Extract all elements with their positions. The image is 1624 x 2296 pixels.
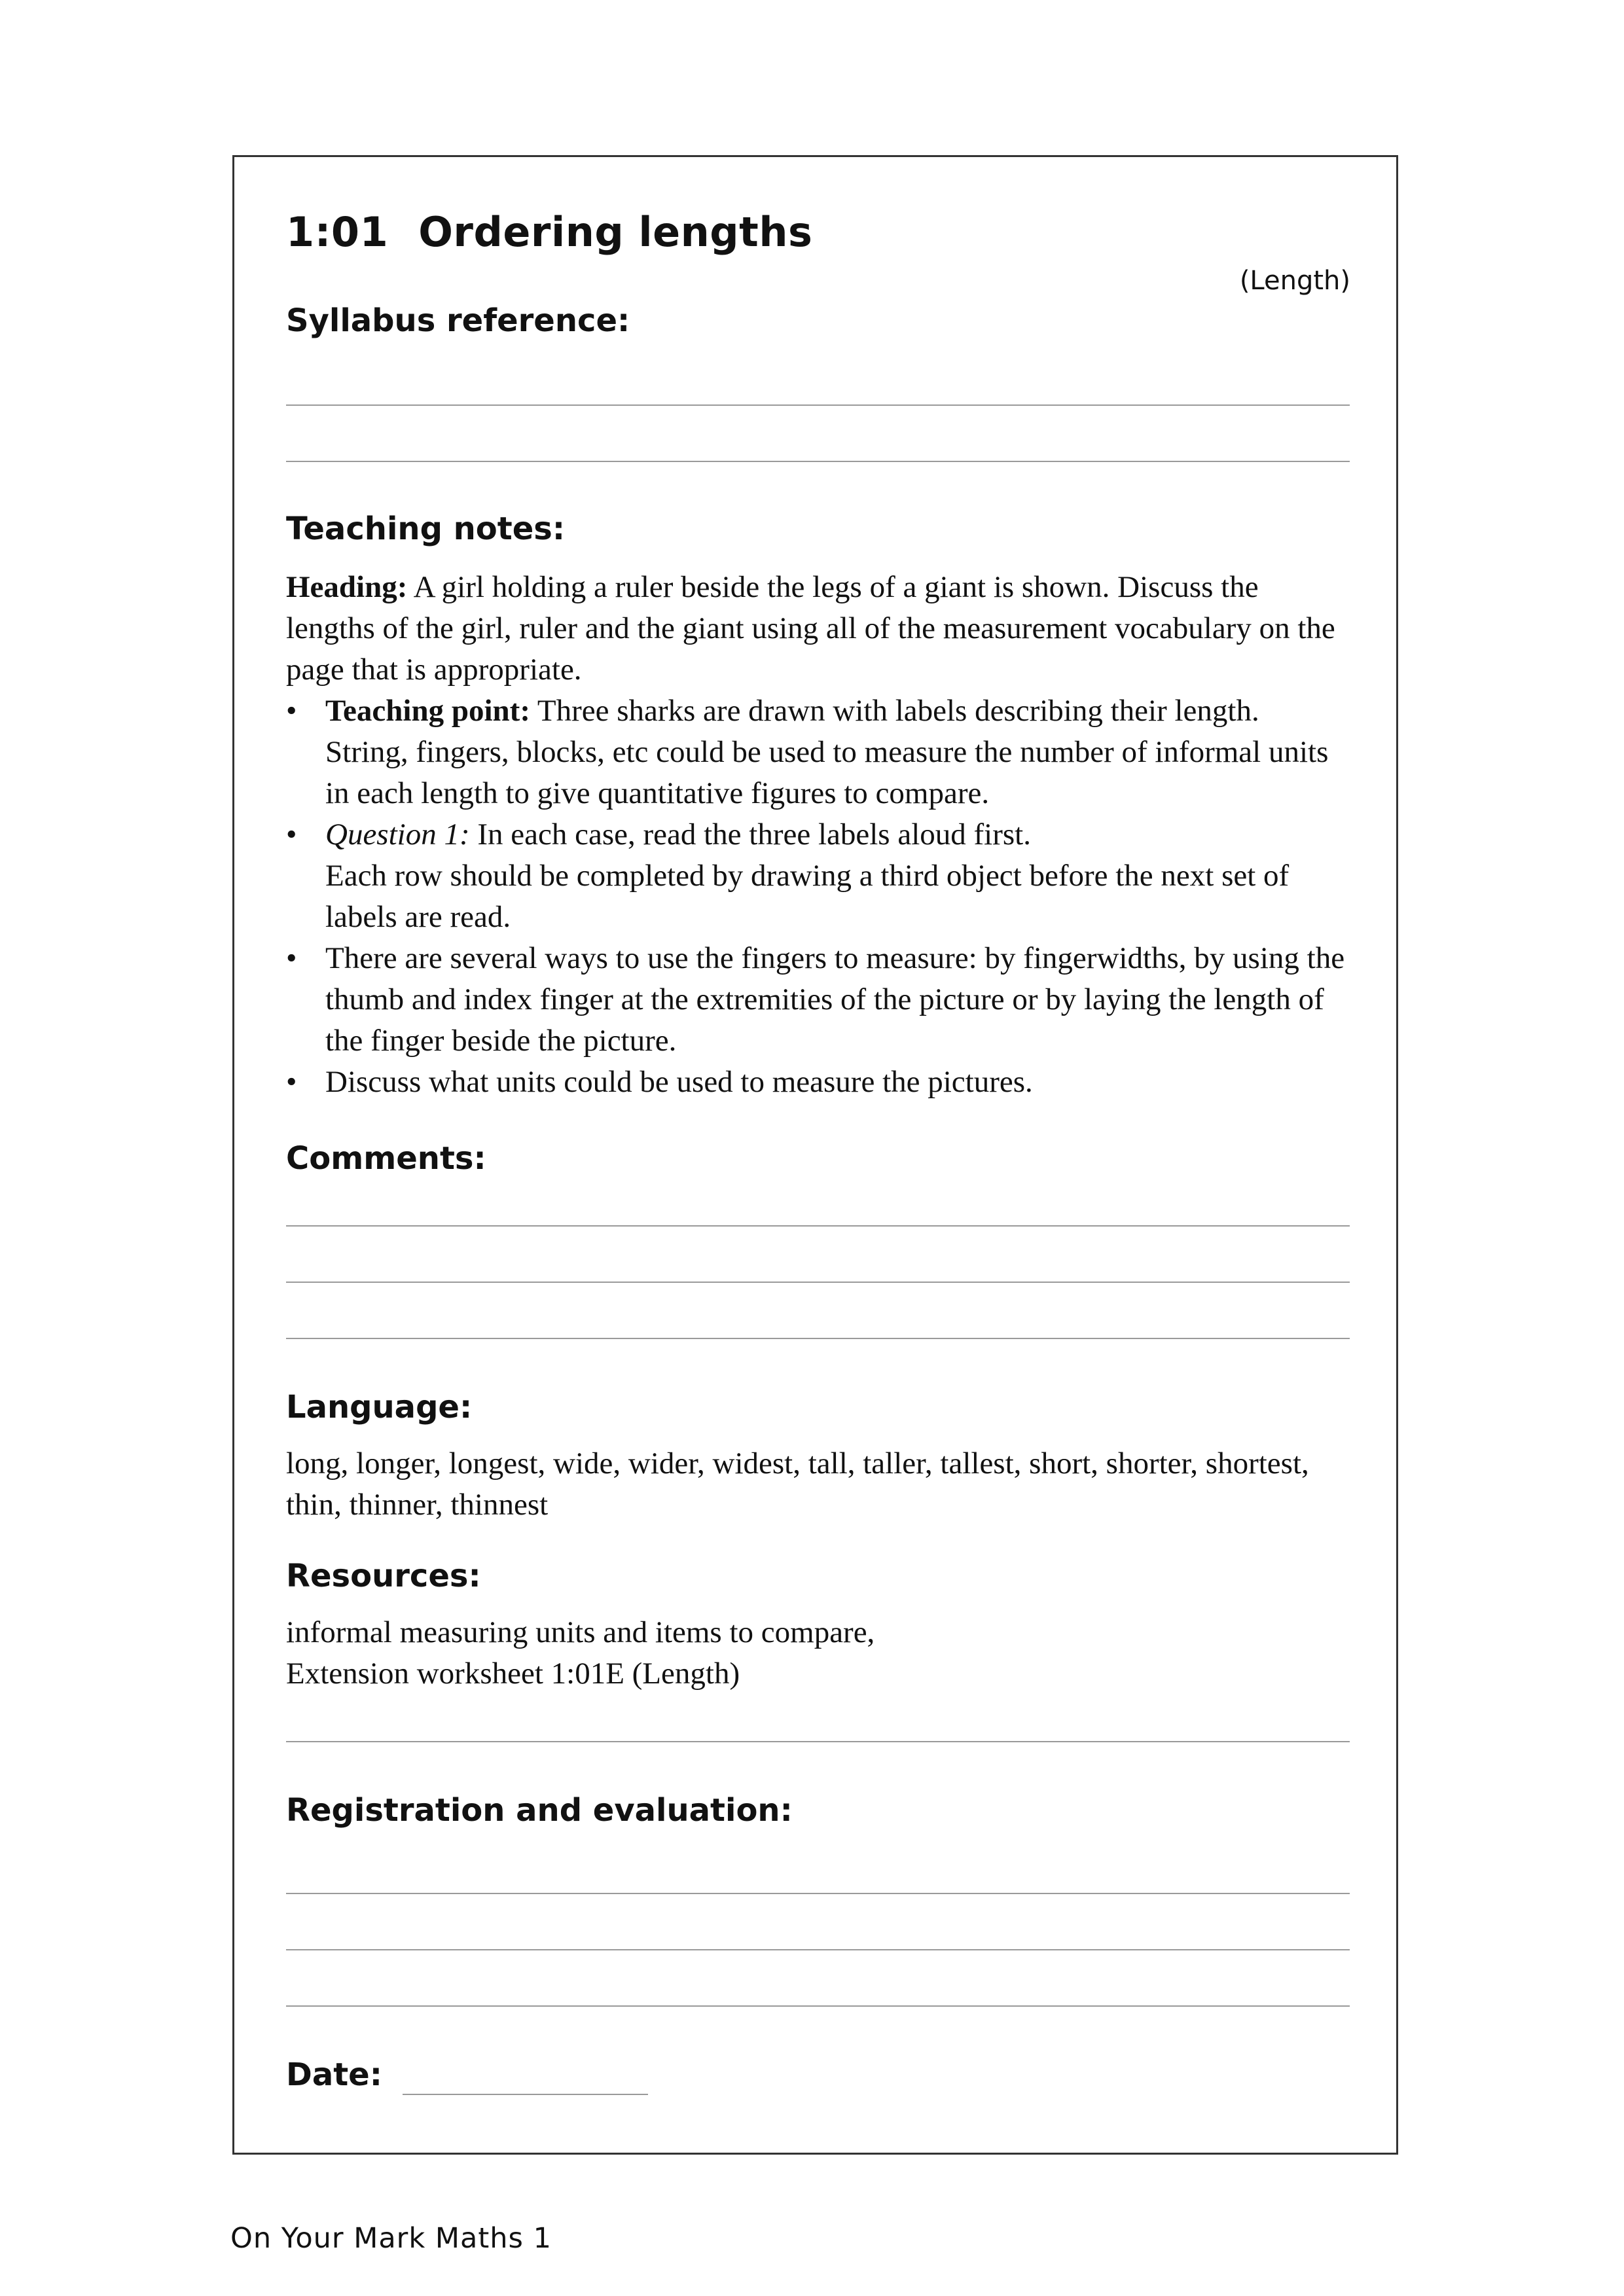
subject-tag: (Length) [1239, 266, 1350, 296]
registration-line-2[interactable] [286, 1949, 1350, 1950]
resources-line-2: Extension worksheet 1:01E (Length) [286, 1657, 740, 1691]
intro-label: Heading: [286, 570, 408, 604]
intro-text: A girl holding a ruler beside the legs of a giant is shown. Discuss the lengths of the girl, ruler and the giant using all of the measurement vocabulary on the page that is appropriate. [286, 570, 1335, 687]
bullet2-line2: Each row should be completed by drawing a third object before the next set of labels are read. [325, 859, 1290, 934]
bullet1-label: Teaching point: [325, 694, 530, 728]
registration-line-1[interactable] [286, 1893, 1350, 1894]
syllabus-line-2[interactable] [286, 461, 1350, 462]
bullet-teaching-point [286, 691, 1350, 814]
bullet1-text: Three sharks are drawn with labels describing their length. String, fingers, blocks, etc could be used to measure the number of informal units in each length to give quantitative figures to compare. [325, 694, 1329, 810]
comments-heading: Comments: [286, 1140, 486, 1177]
registration-heading: Registration and evaluation: [286, 1792, 793, 1829]
bullet2-label: Question 1: [325, 817, 470, 852]
syllabus-line-1[interactable] [286, 404, 1350, 406]
page-title [286, 208, 812, 256]
language-text: long, longer, longest, wide, wider, widest, tall, taller, tallest, short, shorter, shortest, thin, thinner, thinnest [286, 1446, 1309, 1522]
comments-line-1[interactable] [286, 1225, 1350, 1227]
bullet-question-1 [286, 814, 1350, 938]
bullet-fingers [286, 938, 1350, 1062]
date-label: Date: [286, 2056, 382, 2093]
bullet-units [286, 1062, 1350, 1103]
resources-heading: Resources: [286, 1558, 481, 1594]
resources-line-1: informal measuring units and items to compare, [286, 1615, 875, 1649]
teaching-bullets [286, 691, 1350, 1103]
comments-line-2[interactable] [286, 1282, 1350, 1283]
resources-line[interactable] [286, 1741, 1350, 1742]
intro-paragraph [286, 567, 1350, 691]
language-heading: Language: [286, 1389, 473, 1426]
registration-line-3[interactable] [286, 2005, 1350, 2007]
syllabus-heading: Syllabus reference: [286, 302, 630, 339]
footer-text: On Your Mark Maths 1 [230, 2222, 552, 2255]
lesson-title: Ordering lengths [418, 208, 813, 256]
date-field[interactable] [403, 2094, 648, 2095]
bullet2-line1: In each case, read the three labels aloud first. [469, 817, 1031, 852]
lesson-number: 1:01 [286, 208, 389, 256]
bullet4-text: Discuss what units could be used to measure the pictures. [325, 1065, 1033, 1099]
comments-line-3[interactable] [286, 1338, 1350, 1339]
teaching-notes-body [286, 567, 1350, 1103]
teaching-notes-heading: Teaching notes: [286, 511, 566, 547]
bullet3-text: There are several ways to use the fingers to measure: by fingerwidths, by using the thumb and index finger at the extremities of the picture or by laying the length of the finger beside the picture. [325, 941, 1345, 1058]
resources-body [286, 1612, 1350, 1695]
